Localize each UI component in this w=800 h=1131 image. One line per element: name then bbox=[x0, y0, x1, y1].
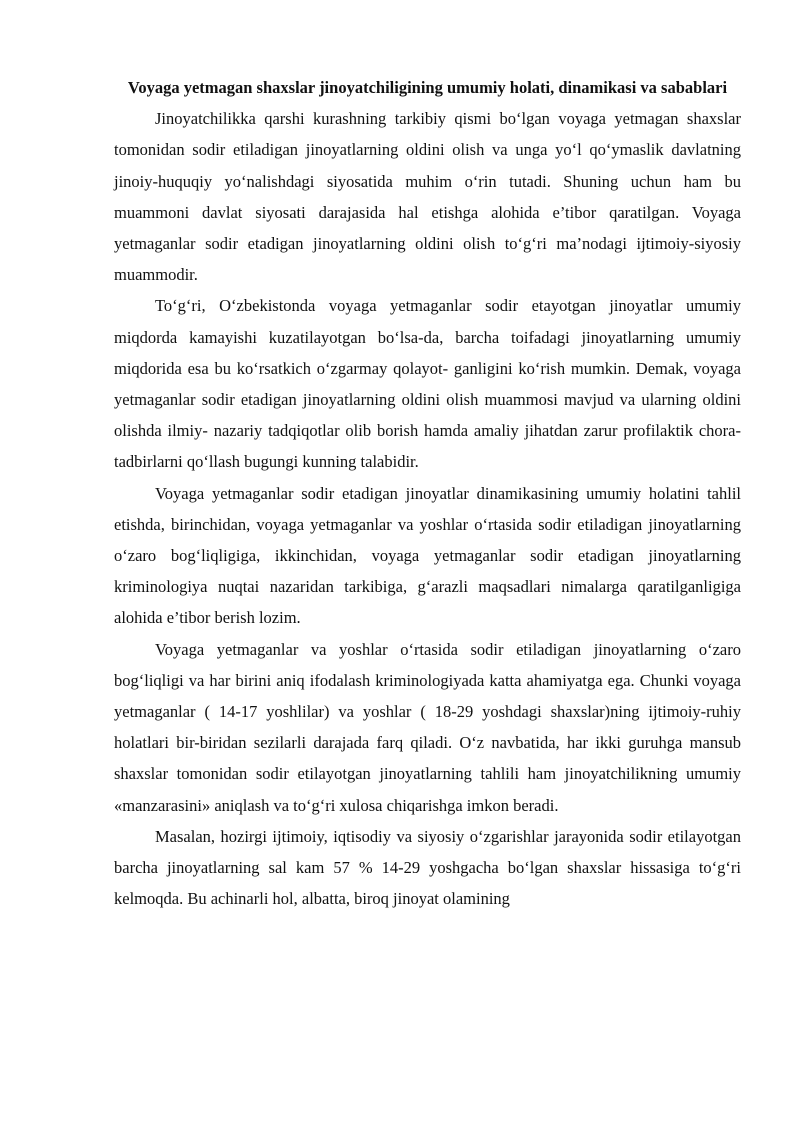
paragraph-4: Voyaga yetmaganlar va yoshlar o‘rtasida sodir etiladigan jinoyatlarning o‘zaro bog‘liqligi va har birini aniq ifodalash kriminologiyada katta ahamiyatga ega. Chunki voyaga yetmaganlar ( 14-17 yoshlilar) va yoshlar ( 18-29 yoshdagi shaxslar)ning ijtimoiy-ruhiy holatlari bir-biridan sezilarli darajada farq qiladi. O‘z navbatida, har ikki guruhga mansub shaxslar tomonidan sodir etilayotgan jinoyatlarning tahlili ham jinoyatchilikning umumiy «manzarasini» aniqlash va to‘g‘ri xulosa chiqarishga imkon beradi. bbox=[114, 639, 741, 815]
document-title: Voyaga yetmagan shaxslar jinoyatchiligining umumiy holati, dinamikasi va sabablari bbox=[127, 78, 728, 97]
paragraph-5: Masalan, hozirgi ijtimoiy, iqtisodiy va siyosiy o‘zgarishlar jarayonida sodir etilayotgan barcha jinoyatlarning sal kam 57 % 14-29 yoshgacha bo‘lgan shaxslar hissasiga to‘g‘ri kelmoqda. Bu achinarli hol, albatta, biroq jinoyat olamining bbox=[114, 826, 741, 909]
paragraph-3: Voyaga yetmaganlar sodir etadigan jinoyatlar dinamikasining umumiy holatini tahlil etishda, birinchidan, voyaga yetmaganlar va yoshlar o‘rtasida sodir etiladigan jinoyatlarning o‘zaro bog‘liqligiga, ikkinchidan, voyaga yetmaganlar sodir etadigan jinoyatlarning kriminologiya nuqtai nazaridan tarkibiga, g‘arazli maqsadlari nimalarga qaratilganligiga alohida e’tibor berish lozim. bbox=[114, 483, 741, 628]
paragraph-2: To‘g‘ri, O‘zbekistonda voyaga yetmaganlar sodir etayotgan jinoyatlar umumiy miqdorda kamayishi kuzatilayotgan bo‘lsa-da, barcha toifadagi jinoyatlarning umumiy miqdorida esa bu ko‘rsatkich o‘zgarmay qolayot- ganligini ko‘rish mumkin. Demak, voyaga yetmaganlar sodir etadigan jinoyatlarning oldini olish muammosi mavjud va ularning oldini olishda ilmiy- nazariy tadqiqotlar olib borish hamda amaliy jihatdan zarur profilaktik chora- tadbirlarni qo‘llash bugungi kunning talabidir. bbox=[114, 296, 741, 472]
document-page bbox=[114, 72, 741, 914]
paragraph-1: Jinoyatchilikka qarshi kurashning tarkibiy qismi bo‘lgan voyaga yetmagan shaxslar tomonidan sodir etiladigan jinoyatlarning oldini olish va unga yo‘l qo‘ymaslik davlatning jinoiy-huquqiy yo‘nalishdagi siyosatida muhim o‘rin tutadi. Shuning uchun ham bu muammoni davlat siyosati darajasida hal etishga alohida e’tibor qaratilgan. Voyaga yetmaganlar sodir etadigan jinoyatlarning oldini olish to‘g‘ri ma’nodagi ijtimoiy-siyosiy muammodir. bbox=[114, 109, 741, 285]
